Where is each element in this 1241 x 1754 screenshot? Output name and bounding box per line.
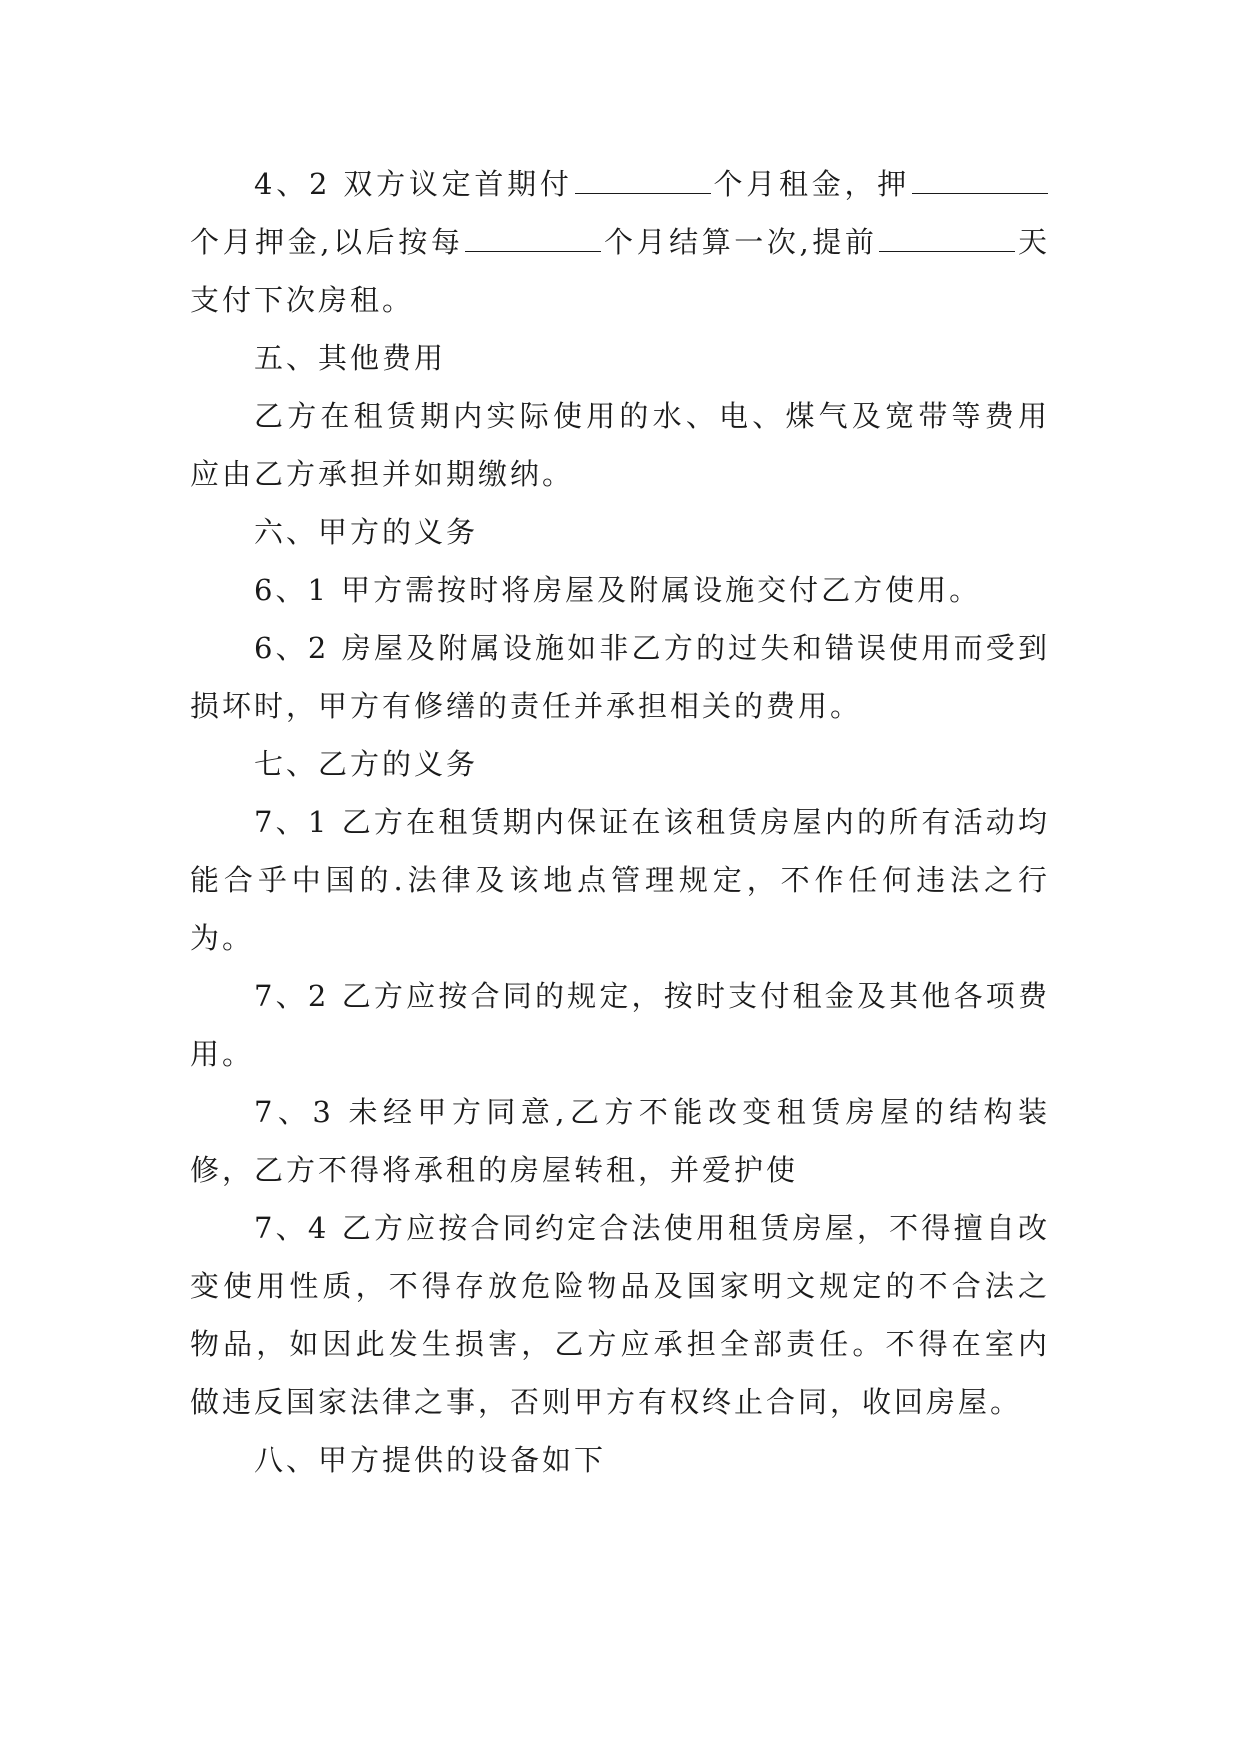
clause-7-2: 7、2 乙方应按合同的规定，按时支付租金及其他各项费用。: [190, 979, 1050, 1071]
section-7-heading: 七、乙方的义务: [254, 747, 479, 781]
clause-4-2: [190, 155, 1050, 329]
section-8-heading: 八、甲方提供的设备如下: [254, 1443, 607, 1477]
clause-6-2: 6、2 房屋及附属设施如非乙方的过失和错误使用而受到损坏时，甲方有修缮的责任并承担相关的费用。: [190, 631, 1050, 723]
clause-4-2-text-3: 个月押金,以后按每: [190, 225, 464, 259]
section-5-body: 乙方在租赁期内实际使用的水、电、煤气及宽带等费用应由乙方承担并如期缴纳。: [190, 399, 1050, 491]
section-6-heading: 六、甲方的义务: [254, 515, 479, 549]
clause-6-1: 6、1 甲方需按时将房屋及附属设施交付乙方使用。: [254, 573, 982, 607]
clause-7-4: 7、4 乙方应按合同约定合法使用租赁房屋，不得擅自改变使用性质，不得存放危险物品及国家明文规定的不合法之物品，如因此发生损害，乙方应承担全部责任。不得在室内做违反国家法律之事，否则甲方有权终止合同，收回房屋。: [190, 1211, 1050, 1419]
clause-4-2-text-2: 个月租金，押: [712, 167, 910, 201]
billing-cycle-months-blank: [465, 225, 601, 252]
advance-days-blank: [879, 225, 1015, 252]
section-5-heading: 五、其他费用: [254, 341, 447, 375]
first-payment-months-blank: [575, 167, 711, 194]
clause-4-2-text-5: 天支付下次房租。: [190, 225, 1050, 317]
clause-4-2-text-1: 4、2 双方议定首期付: [254, 167, 573, 201]
clause-7-1: 7、1 乙方在租赁期内保证在该租赁房屋内的所有活动均能合乎中国的.法律及该地点管理规定，不作任何违法之行为。: [190, 805, 1050, 955]
deposit-months-blank: [912, 167, 1048, 194]
clause-7-3: 7、3 未经甲方同意,乙方不能改变租赁房屋的结构装修，乙方不得将承租的房屋转租，并爱护使: [190, 1095, 1050, 1187]
document-page: [190, 155, 1050, 1489]
clause-4-2-text-4: 个月结算一次,提前: [603, 225, 878, 259]
